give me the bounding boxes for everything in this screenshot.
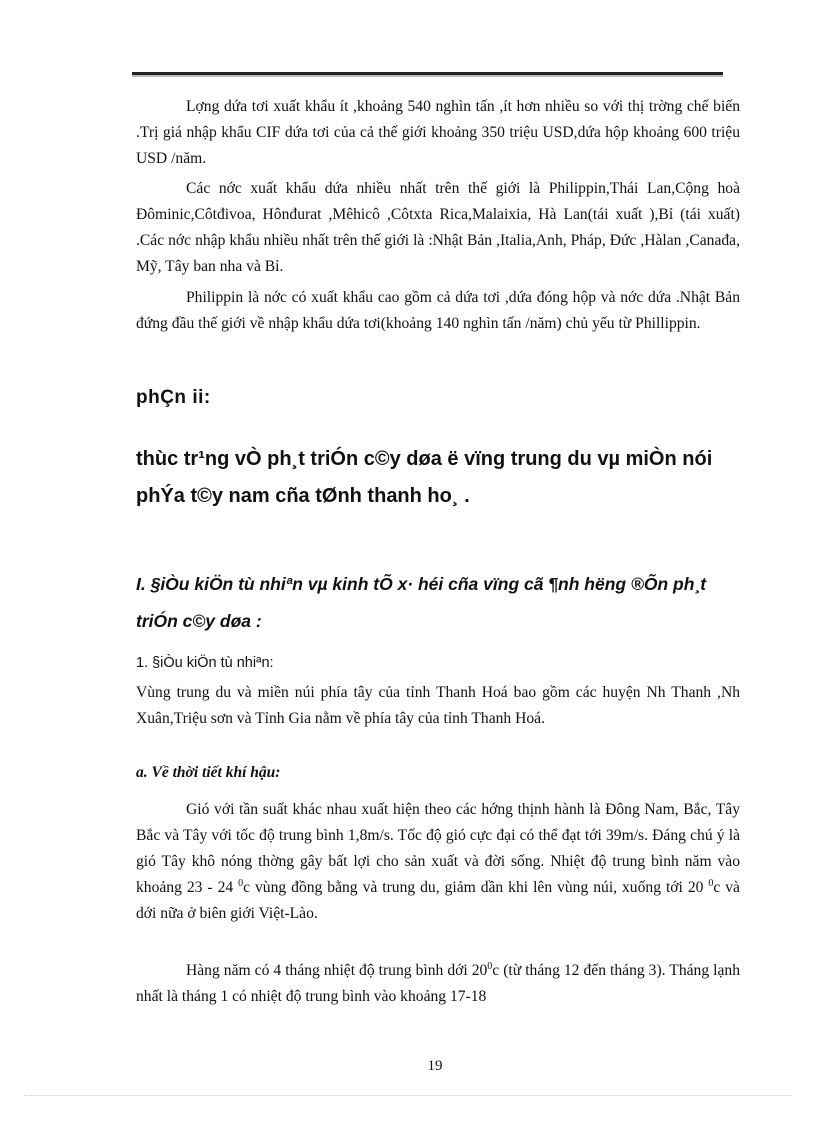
climate-heading: a. Về thời tiết khí hậu:	[136, 764, 281, 781]
cold-text-part-1: Hàng năm có 4 tháng nhiệt độ trung bình dới 20	[186, 962, 488, 979]
subsection-heading: 1. §iÒu kiÖn tù nhiªn:	[136, 655, 274, 671]
page-bottom-border	[24, 1095, 792, 1096]
paragraph-exporting-countries: Các nớc xuất khẩu dứa nhiều nhất trên thế giới là Philippin,Thái Lan,Cộng hoà Đôminic,Côtđivoa, Hônđurat ,Mêhicô ,Côtxta Rica,Malaixia, Hà Lan(tái xuất ),Bỉ (tái xuất) .Các nớc nhập khẩu nhiều nhất trên thế giới là :Nhật Bản ,Italia,Anh, Pháp, Đức ,Hàlan ,Canađa, Mỹ, Tây ban nha và Bỉ.	[136, 180, 740, 275]
header-rule	[132, 72, 723, 75]
paragraph-philippines-japan: Philippin là nớc có xuất khẩu cao gồm cả dứa tơi ,dứa đóng hộp và nớc dứa .Nhật Bản đứng đầu thế giới về nhập khẩu dứa tơi(khoảng 140 nghìn tấn /năm) chủ yếu từ Phillippin.	[136, 289, 740, 332]
degree-superscript: 0	[708, 877, 714, 889]
paragraph-region-description: Vùng trung du và miền núi phía tây của tỉnh Thanh Hoá bao gồm các huyện Nh Thanh ,Nh Xuân,Triệu sơn và Tỉnh Gia nằm về phía tây của tỉnh Thanh Hoá.	[136, 684, 740, 727]
page-number: 19	[427, 1058, 443, 1074]
chapter-title: thùc tr¹ng vÒ ph¸t triÓn c©y døa ë vïng trung du vµ miÒn nói phÝa t©y nam cña tØnh thanh ho¸ .	[136, 448, 713, 507]
paragraph-cold-months	[136, 958, 740, 1010]
paragraph-wind-temperature	[136, 797, 740, 927]
wind-text-part-3: c và dới nữa ở biên giới Việt-Lào.	[136, 879, 740, 922]
degree-superscript: 0	[238, 877, 244, 889]
paragraph-pineapple-export-volume: Lợng dứa tơi xuất khẩu ít ,khoảng 540 nghìn tấn ,ít hơn nhiều so với thị trờng chế biến .Trị giá nhập khẩu CIF dứa tơi của cả thế giới khoảng 350 triệu USD,dứa hộp khoảng 600 triệu USD /năm.	[136, 98, 740, 167]
wind-text-part-2: c vùng đồng bằng và trung du, giảm dần khi lên vùng núi, xuống tới 20	[243, 879, 709, 896]
degree-superscript: 0	[487, 960, 493, 972]
section-heading: I. §iÒu kiÖn tù nhiªn vµ kinh tÕ x· héi cña vïng cã ¶nh hëng ®Õn ph¸t triÓn c©y døa :	[136, 574, 707, 631]
wind-text-part-1: Gió với tần suất khác nhau xuất hiện theo các hớng thịnh hành là Đông Nam, Bắc, Tây Bắc và Tây với tốc độ trung bình 1,8m/s. Tốc độ gió cực đại có thể đạt tới 39m/s. Đáng chú ý là gió Tây khô nóng thờng gây bất lợi cho sản xuất và đời sống. Nhiệt độ trung bình năm vào khoảng 23 - 24	[136, 801, 740, 896]
part-heading: phÇn ii:	[136, 387, 211, 408]
cold-text-part-2: c (từ tháng 12 đến tháng 3). Tháng lạnh nhất là tháng 1 có nhiệt độ trung bình vào khoảng 17-18	[136, 962, 740, 1005]
